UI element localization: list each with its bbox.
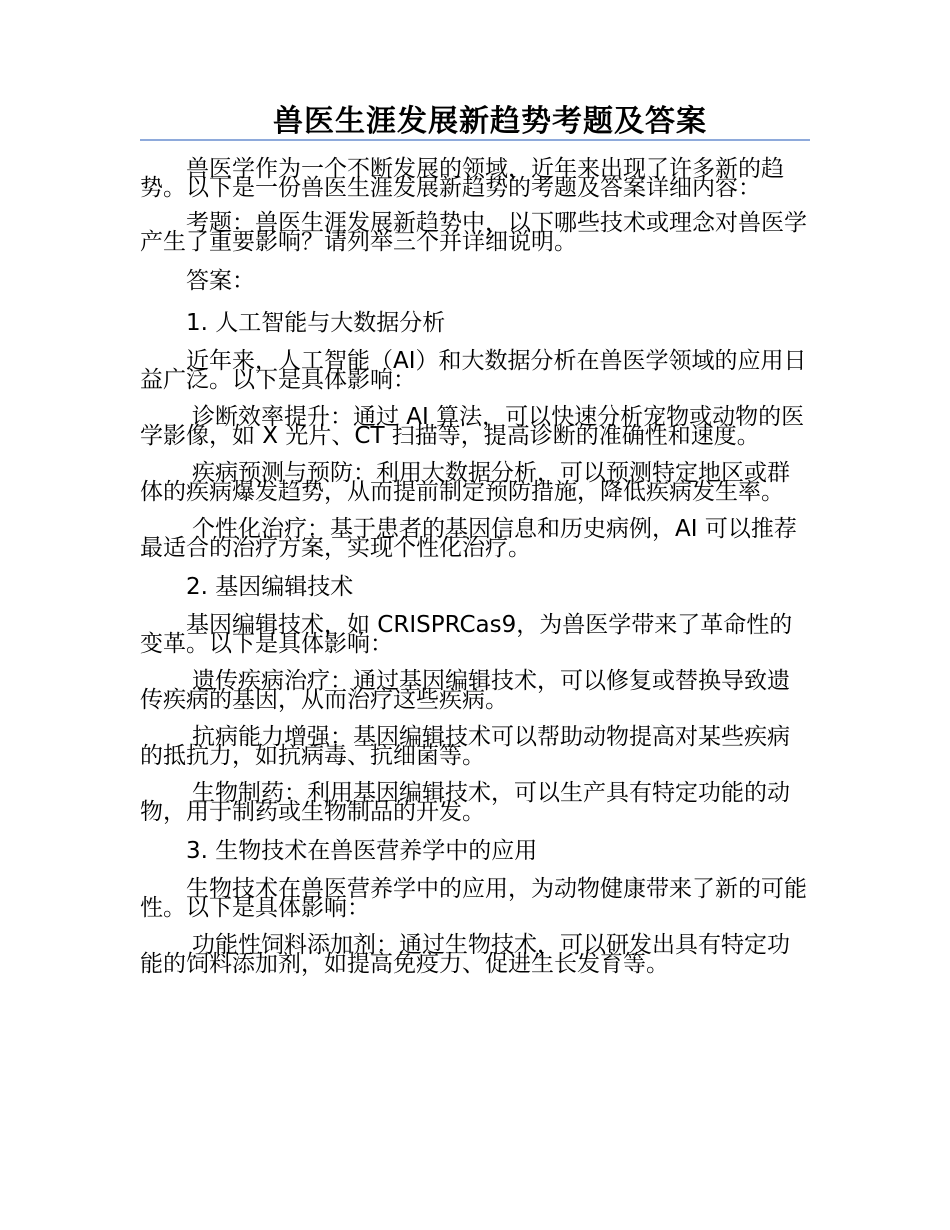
section-intro: 基因编辑技术，如 CRISPRCas9，为兽医学带来了革命性的变革。以下是具体影响： (140, 612, 793, 657)
section-point: 生物制药：利用基因编辑技术，可以生产具有特定功能的动物，用于制药或生物制品的开发。 (140, 780, 790, 825)
section-point: 遗传疾病治疗：通过基因编辑技术，可以修复或替换导致遗传疾病的基因，从而治疗这些疾病。 (140, 668, 790, 713)
title-underline (140, 139, 810, 141)
intro-paragraph: 兽医学作为一个不断发展的领域，近年来出现了许多新的趋势。以下是一份兽医生涯发展新趋势的考题及答案详细内容： (140, 156, 784, 201)
document-body (140, 154, 810, 977)
section-point: 功能性饲料添加剂：通过生物技术，可以研发出具有特定功能的饲料添加剂，如提高免疫力、促进生长发育等。 (140, 932, 790, 977)
section-point: 抗病能力增强：基因编辑技术可以帮助动物提高对某些疾病的抵抗力，如抗病毒、抗细菌等。 (140, 724, 790, 769)
question-paragraph: 考题：兽医生涯发展新趋势中，以下哪些技术或理念对兽医学产生了重要影响？请列举三个并详细说明。 (140, 210, 807, 255)
page-title: 兽医生涯发展新趋势考题及答案 (273, 104, 707, 139)
section-point: 个性化治疗：基于患者的基因信息和历史病例，AI 可以推荐最适合的治疗方案，实现个性化治疗。 (140, 516, 797, 561)
section-heading: 3. 生物技术在兽医营养学中的应用 (186, 838, 538, 864)
section-intro: 近年来，人工智能（AI）和大数据分析在兽医学领域的应用日益广泛。以下是具体影响： (140, 348, 807, 393)
section-intro: 生物技术在兽医营养学中的应用，为动物健康带来了新的可能性。以下是具体影响： (140, 876, 807, 921)
section-heading: 1. 人工智能与大数据分析 (186, 310, 446, 336)
answer-label: 答案： (186, 268, 255, 294)
section-point: 诊断效率提升：通过 AI 算法，可以快速分析宠物或动物的医学影像，如 X 光片、CT 扫描等，提高诊断的准确性和速度。 (140, 404, 805, 449)
section-point: 疾病预测与预防：利用大数据分析，可以预测特定地区或群体的疾病爆发趋势，从而提前制定预防措施，降低疾病发生率。 (140, 460, 790, 505)
section-heading: 2. 基因编辑技术 (186, 574, 354, 600)
